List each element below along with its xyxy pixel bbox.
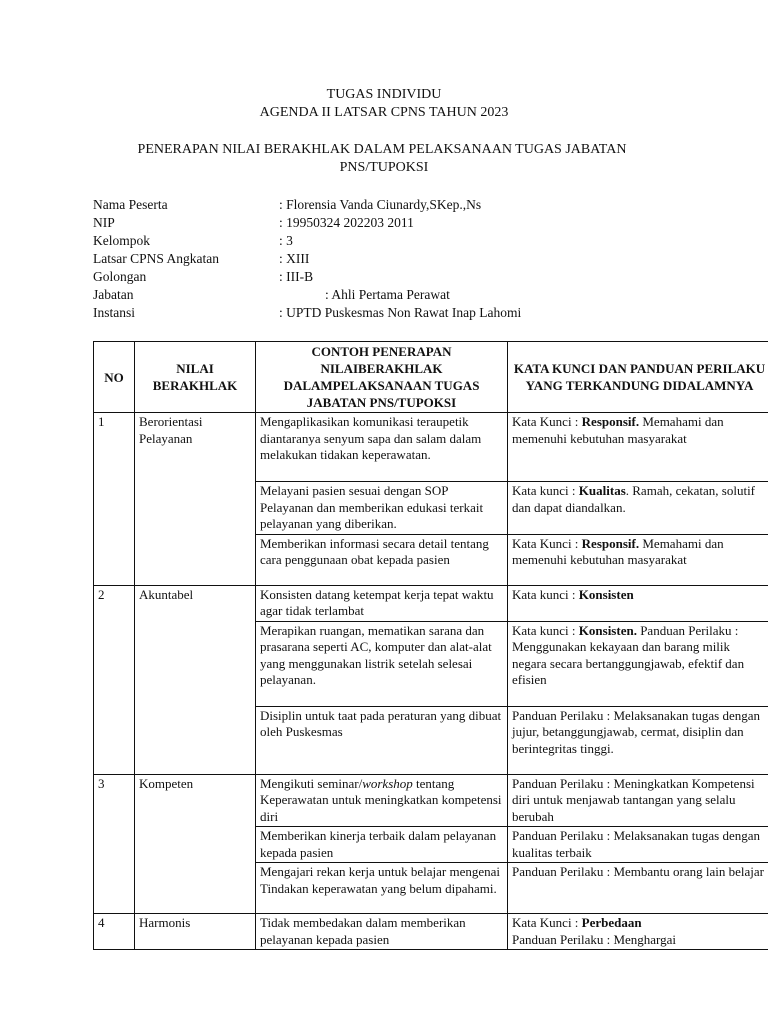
kata-kunci-desc: . Ramah, cekatan, solutif dan dapat diandalkan. [512,483,756,515]
col-header-nilai: NILAI BERAKHLAK [135,342,256,413]
row-contoh: Memberikan kinerja terbaik dalam pelayanan kepada pasien [256,827,508,863]
row-contoh: Mengaplikasikan komunikasi teraupetik diantaranya senyum sapa dan salam dalam melakukan tidakan keperawatan. [256,413,508,482]
info-value: : 3 [279,233,293,248]
row-kata-kunci [508,534,768,585]
row-nilai: Kompeten [135,774,256,914]
kata-kunci-prefix: Kata kunci : [512,622,579,638]
row-number: 3 [94,774,135,914]
info-row-nama [93,196,693,214]
table-row [94,413,768,482]
row-number: 4 [94,914,135,950]
participant-info [93,196,693,322]
row-contoh: Konsisten datang ketempat kerja tepat waktu agar tidak terlambat [256,585,508,621]
doc-heading: PENERAPAN NILAI BERAKHLAK DALAM PELAKSANAAN TUGAS JABATAN [137,142,627,157]
info-label: Golongan [93,269,147,284]
row-nilai: Berorientasi Pelayanan [135,413,256,586]
info-label: Latsar CPNS Angkatan [93,251,219,266]
row-kata-kunci: Panduan Perilaku : Meningkatkan Kompetensi diri untuk menjawab tantangan yang selalu berubah [508,774,768,827]
info-row-nip [93,214,693,232]
info-value: : III-B [279,269,314,284]
info-row-jabatan [93,286,693,304]
row-number: 2 [94,585,135,774]
info-row-angkatan [93,250,693,268]
info-value: : Florensia Vanda Ciunardy,SKep.,Ns [279,197,482,212]
row-nilai: Harmonis [135,914,256,950]
row-contoh: Mengajari rekan kerja untuk belajar mengenai Tindakan keperawatan yang belum dipahami. [256,863,508,914]
info-value: : UPTD Puskesmas Non Rawat Inap Lahomi [279,305,522,320]
info-label: Kelompok [93,233,150,248]
col-header-contoh: CONTOH PENERAPAN NILAIBERAKHLAK DALAMPELAKSANAAN TUGAS JABATAN PNS/TUPOKSI [256,342,508,413]
row-contoh: Memberikan informasi secara detail tentang cara penggunaan obat kepada pasien [256,534,508,585]
table-header-row [94,342,768,413]
kata-kunci-desc: Panduan Perilaku : Menghargai [512,931,677,947]
row-contoh: Melayani pasien sesuai dengan SOP Pelayanan dan memberikan edukasi terkait pelayanan yang diberikan. [256,482,508,535]
kata-kunci-key: Responsif. [581,535,640,551]
kata-kunci-prefix: Kata Kunci : [512,915,582,930]
info-row-golongan [93,268,693,286]
info-row-kelompok [93,232,693,250]
row-kata-kunci: Panduan Perilaku : Membantu orang lain belajar [508,863,768,914]
kata-kunci-prefix: Kata kunci : [512,586,579,602]
kata-kunci-desc: Panduan Perilaku : Menggunakan kekayaan dan barang milik negara secara bertanggungjawab, efektif dan efisien [512,622,745,687]
col-header-kata-kunci: KATA KUNCI DAN PANDUAN PERILAKU YANG TERKANDUNG DIDALAMNYA [508,342,768,413]
kata-kunci-key: Perbedaan [581,915,642,930]
contoh-text: Mengikuti seminar/ [260,775,363,791]
info-row-instansi [93,304,693,322]
kata-kunci-key: Responsif. [581,414,640,429]
kata-kunci-key: Konsisten [578,586,634,602]
row-contoh [256,774,508,827]
contoh-text: tentang Keperawatan untuk meningkatkan kompetensi diri [260,775,502,824]
table-row [94,914,768,950]
row-kata-kunci: Panduan Perilaku : Melaksanakan tugas dengan kualitas terbaik [508,827,768,863]
kata-kunci-desc: Memahami dan memenuhi kebutuhan masyarakat [512,535,724,567]
kata-kunci-prefix: Kata Kunci : [512,535,582,551]
kata-kunci-key: Kualitas [578,483,626,498]
row-kata-kunci [508,585,768,621]
doc-subtitle: AGENDA II LATSAR CPNS TAHUN 2023 [259,105,509,120]
row-kata-kunci [508,482,768,535]
row-nilai: Akuntabel [135,585,256,774]
row-kata-kunci [508,621,768,706]
row-contoh: Disiplin untuk taat pada peraturan yang dibuat oleh Puskesmas [256,706,508,774]
row-kata-kunci [508,413,768,482]
row-contoh: Merapikan ruangan, mematikan sarana dan prasarana seperti AC, komputer dan alat-alat yang menggunakan listrik setelah selesai pelayanan. [256,621,508,706]
kata-kunci-prefix: Kata Kunci : [512,414,582,429]
info-label: Instansi [93,305,135,320]
info-value: : 19950324 202203 2011 [279,215,414,230]
info-label: NIP [93,215,115,230]
info-label: Jabatan [93,287,134,302]
row-kata-kunci [508,914,768,950]
row-kata-kunci: Panduan Perilaku : Melaksanakan tugas dengan jujur, betanggungjawab, cermat, disiplin dan berintegritas tinggi. [508,706,768,774]
info-value: : XIII [279,251,310,266]
berakhlak-table [93,341,768,950]
kata-kunci-key: Konsisten. [578,622,637,638]
doc-heading-line2: PNS/TUPOKSI [339,160,429,175]
doc-title: TUGAS INDIVIDU [326,87,442,102]
contoh-italic: workshop [362,775,413,791]
kata-kunci-prefix: Kata kunci : [512,483,579,498]
info-label: Nama Peserta [93,197,168,212]
row-contoh: Tidak membedakan dalam memberikan pelayanan kepada pasien [256,914,508,950]
row-number: 1 [94,413,135,586]
kata-kunci-desc: Memahami dan memenuhi kebutuhan masyarakat [512,414,724,446]
table-row [94,774,768,827]
info-value: : Ahli Pertama Perawat [325,287,450,302]
table-row [94,585,768,621]
col-header-no: NO [94,342,135,413]
